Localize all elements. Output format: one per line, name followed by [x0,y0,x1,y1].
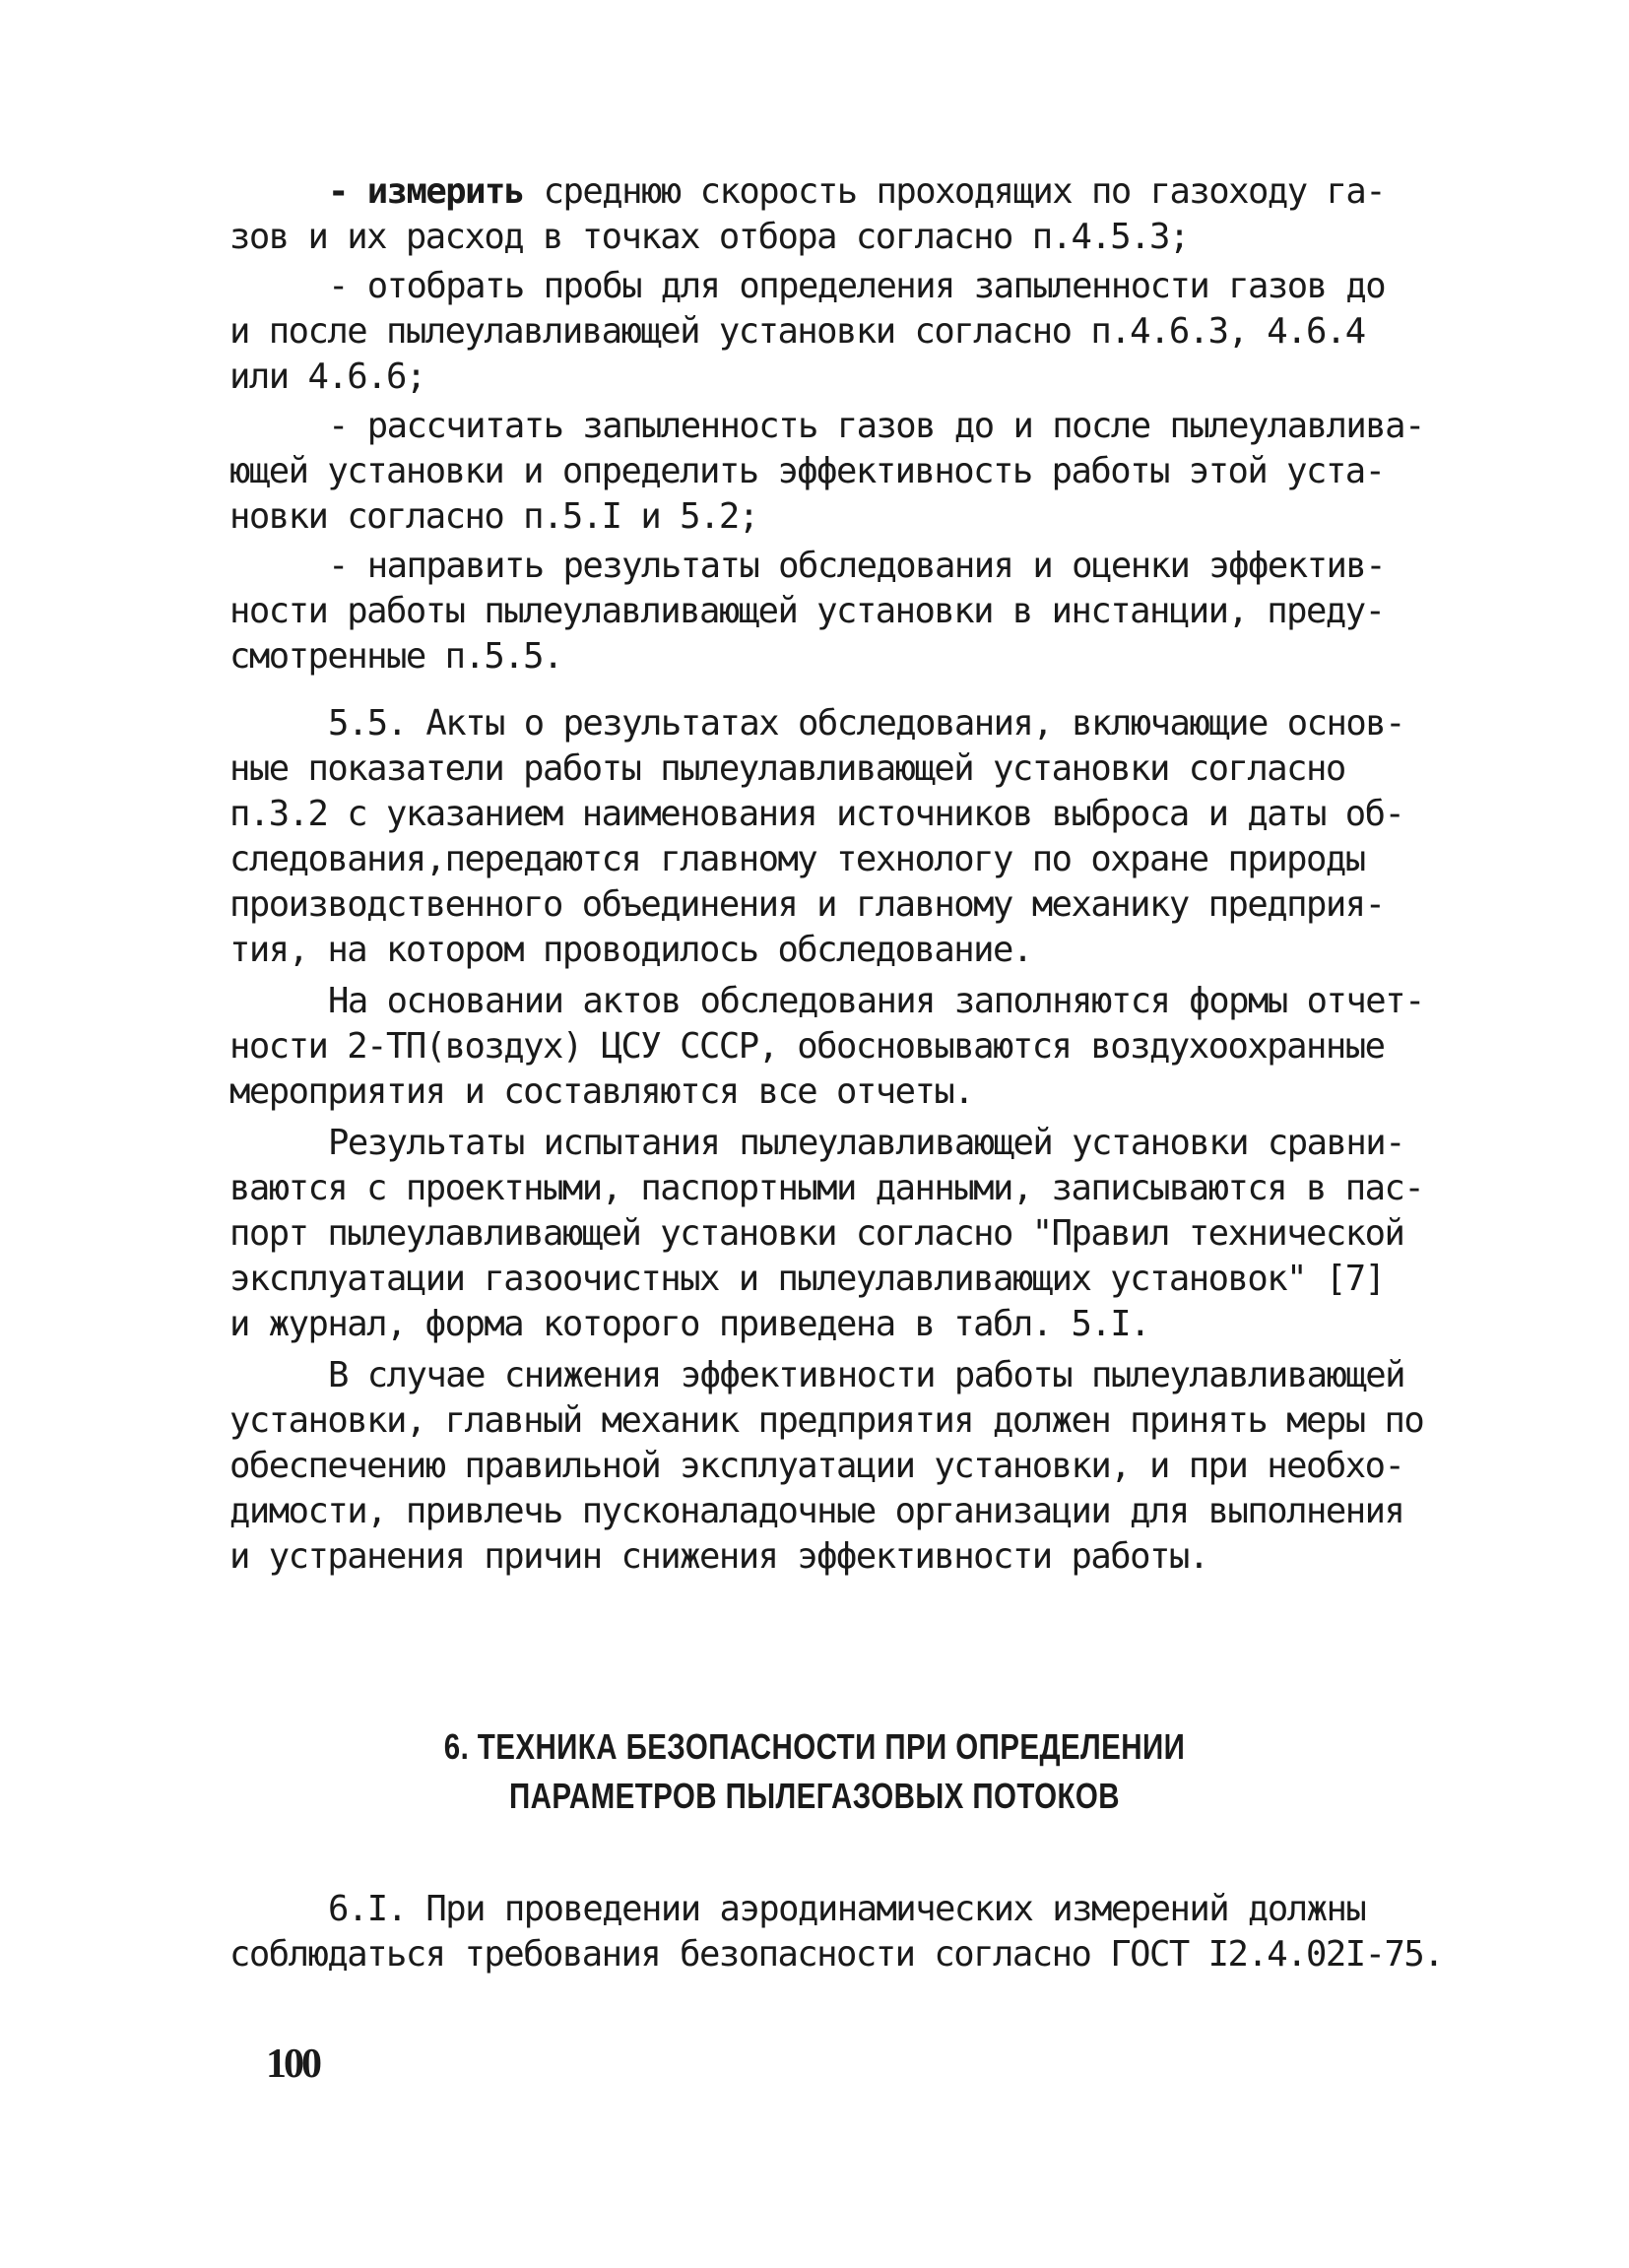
text-line: зов и их расход в точках отбора согласно п.4.5.3; [229,217,1189,257]
text-line: - отобрать пробы для определения запыленности газов до [328,266,1386,306]
text-line: димости, привлечь пусконаладочные организации для выполнения [229,1491,1404,1531]
section-heading: ПАРАМЕТРОВ ПЫЛЕГАЗОВЫХ ПОТОКОВ [509,1776,1120,1816]
text-line: Результаты испытания пылеулавливающей установки сравни- [328,1123,1405,1163]
text-line: установки, главный механик предприятия должен принять меры по [229,1400,1424,1441]
section-heading: 6. ТЕХНИКА БЕЗОПАСНОСТИ ПРИ ОПРЕДЕЛЕНИИ [443,1726,1186,1767]
text-line [328,169,1510,215]
text-line: В случае снижения эффективности работы пылеулавливающей [328,1355,1405,1395]
text-line: порт пылеулавливающей установки согласно "Правил технической [229,1213,1404,1254]
text-line: тия, на котором проводилось обследование. [229,930,1032,970]
page-number: 100 [266,2041,319,2087]
text-fragment: среднюю скорость проходящих по газоходу га- [523,171,1386,212]
text-line: и после пылеулавливающей установки согласно п.4.6.3, 4.6.4 [229,311,1365,352]
text-line: мероприятия и составляются все отчеты. [229,1071,974,1112]
text-line: - рассчитать запыленность газов до и после пылеулавлива- [328,406,1424,446]
text-line: ные показатели работы пылеулавливающей установки согласно [229,748,1345,789]
text-line: п.3.2 с указанием наименования источников выброса и даты об- [229,794,1404,834]
text-line: ности работы пылеулавливающей установки в инстанции, преду- [229,591,1385,631]
text-line: соблюдаться требования безопасности согласно ГОСТ I2.4.02I-75. [229,1934,1444,1975]
text-line: и журнал, форма которого приведена в табл. 5.I. [229,1304,1150,1344]
text-line: и устранения причин снижения эффективности работы. [229,1536,1208,1577]
text-line: или 4.6.6; [229,356,425,397]
text-line: новки согласно п.5.I и 5.2; [229,496,758,537]
text-line: 6.I. При проведении аэродинамических измерений должны [328,1889,1366,1929]
text-line: 5.5. Акты о результатах обследования, включающие основ- [328,703,1405,744]
text-line: производственного объединения и главному механику предприя- [229,884,1385,925]
text-line: ности 2-ТП(воздух) ЦСУ СССР, обосновываются воздухоохранные [229,1026,1385,1067]
text-line: - направить результаты обследования и оценки эффектив- [328,546,1386,586]
text-line: ющей установки и определить эффективность работы этой уста- [229,451,1385,491]
text-line: следования,передаются главному технологу по охране природы [229,839,1365,879]
text-line: эксплуатации газоочистных и пылеулавливающих установок" [7] [229,1259,1385,1299]
text-line: ваются с проектными, паспортными данными, записываются в пас- [229,1168,1424,1208]
text-line: смотренные п.5.5. [229,636,562,677]
text-line: На основании актов обследования заполняются формы отчет- [328,981,1424,1021]
text-line: обеспечению правильной эксплуатации установки, и при необхо- [229,1446,1404,1486]
emphasized-word: - измерить [328,171,524,212]
